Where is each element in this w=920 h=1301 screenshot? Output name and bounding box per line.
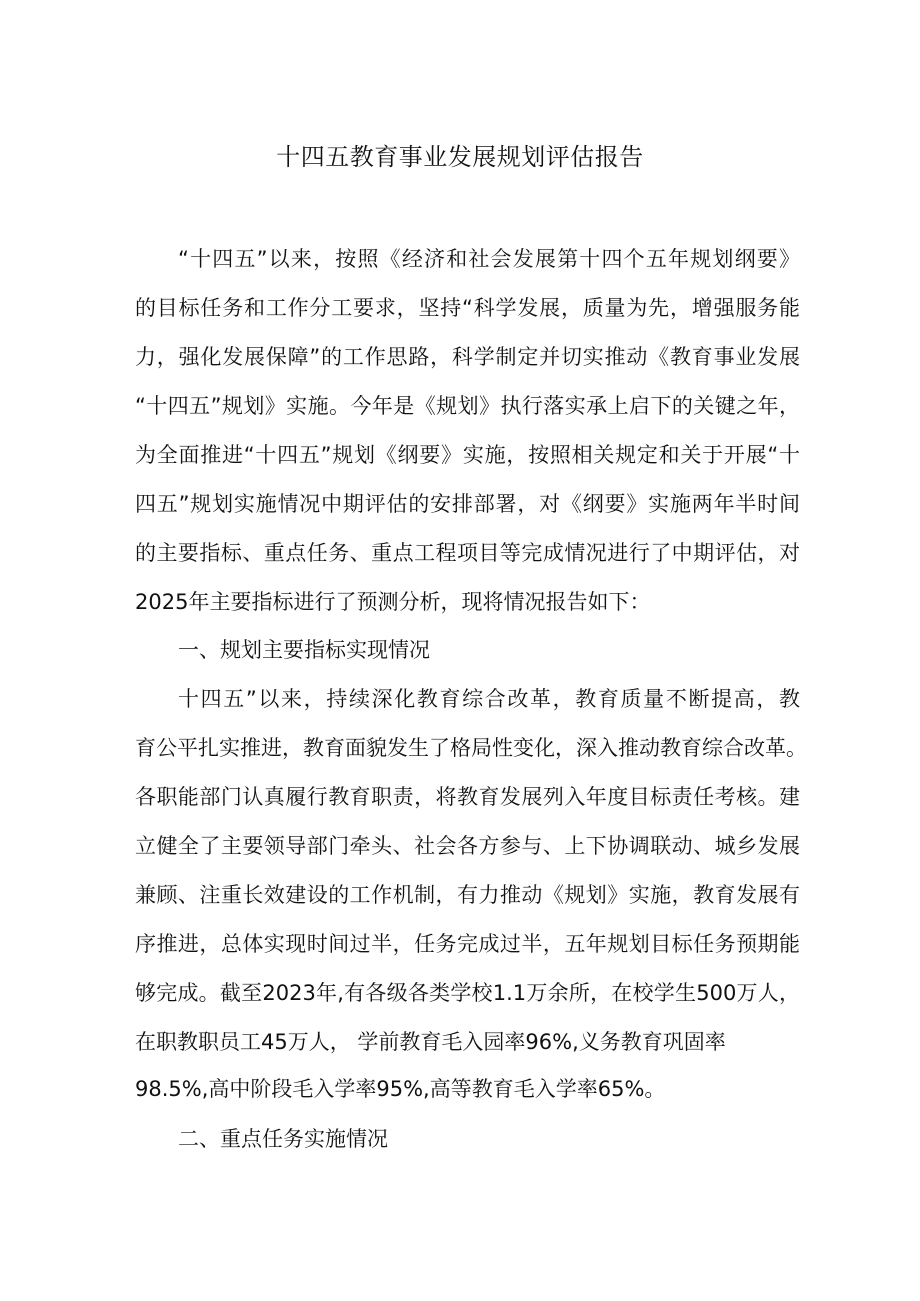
paragraph-line: 四五”规划实施情况中期评估的安排部署，对《纲要》实施两年半时间 <box>135 492 800 516</box>
paragraph-line: 各职能部门认真履行教育职责，将教育发展列入年度目标责任考核。建 <box>135 785 800 809</box>
paragraph-line: 育公平扎实推进，教育面貌发生了格局性变化，深入推动教育综合改革。 <box>135 736 807 760</box>
paragraph-line: 兼顾、注重长效建设的工作机制，有力推动《规划》实施，教育发展有 <box>135 883 800 907</box>
paragraph-line: 的目标任务和工作分工要求，坚持“科学发展，质量为先，增强服务能 <box>135 296 800 320</box>
paragraph-line: 2025年主要指标进行了预测分析，现将情况报告如下： <box>135 590 651 614</box>
paragraph-line: 十四五”以来，持续深化教育综合改革，教育质量不断提高，教 <box>178 687 800 711</box>
paragraph-line: 在职教职员工45万人， 学前教育毛入园率96%,义务教育巩固率 <box>135 1030 726 1054</box>
paragraph-line: 的主要指标、重点任务、重点工程项目等完成情况进行了中期评估，对 <box>135 541 800 565</box>
paragraph-line: 98.5%,高中阶段毛入学率95%,高等教育毛入学率65%。 <box>135 1077 666 1101</box>
paragraph-line: 够完成。截至2023年,有各级各类学校1.1万余所，在校学生500万人， <box>135 981 800 1005</box>
section-heading: 二、重点任务实施情况 <box>178 1127 388 1151</box>
paragraph-line: 为全面推进“十四五”规划《纲要》实施，按照相关规定和关于开展“十 <box>135 443 800 467</box>
paragraph-line: “十四五”规划》实施。今年是《规划》执行落实承上启下的关键之年， <box>135 394 800 418</box>
paragraph-line: 立健全了主要领导部门牵头、社会各方参与、上下协调联动、城乡发展 <box>135 834 800 858</box>
paragraph-line: 序推进，总体实现时间过半，任务完成过半，五年规划目标任务预期能 <box>135 932 800 956</box>
section-heading: 一、规划主要指标实现情况 <box>178 638 430 662</box>
paragraph-line: “十四五”以来，按照《经济和社会发展第十四个五年规划纲要》 <box>178 247 800 271</box>
paragraph-line: 力，强化发展保障”的工作思路，科学制定并切实推动《教育事业发展 <box>135 345 800 369</box>
document-title: 十四五教育事业发展规划评估报告 <box>276 143 644 171</box>
